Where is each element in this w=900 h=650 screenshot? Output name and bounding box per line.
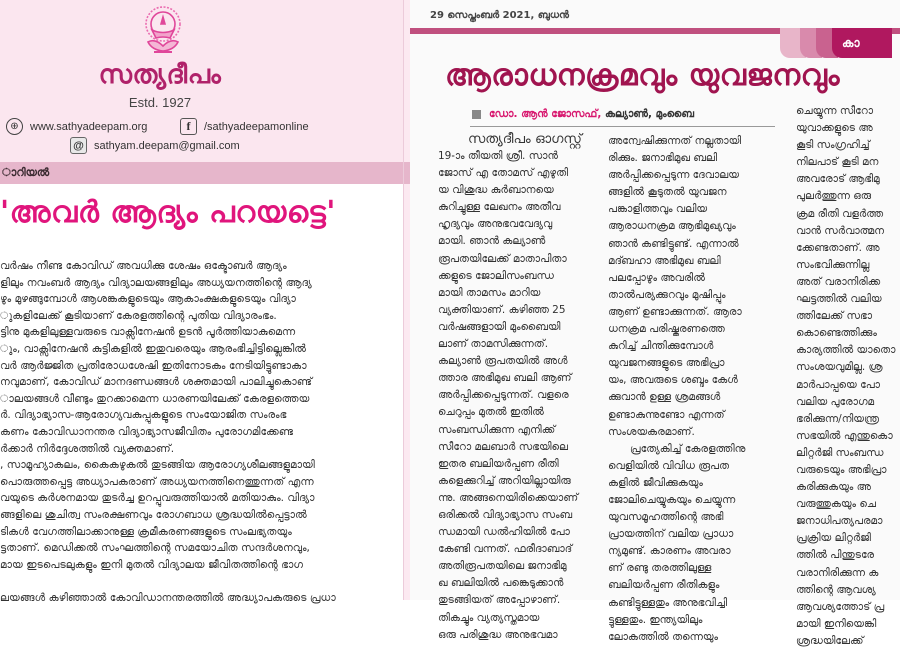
- body-line: ട്ടതാണ്. മെഡിക്കൽ സംഘത്തിന്റെ സമയോചിത സന്ദർശനവും,: [0, 542, 310, 555]
- column-line: കണ്ടിട്ടുള്ളതും അനുഭവിച്ചി: [608, 596, 728, 609]
- column-line: മായി. ഞാൻ കല്യാൺ: [438, 235, 546, 248]
- column-line: ഭരിക്കുന്ന/നിയന്ത്ര: [796, 412, 880, 425]
- column-line: കൊണ്ടെത്തിക്കും: [796, 327, 877, 340]
- body-line: മായ ഇടപെടലുകളും ഇനി മുതൽ വിദ്യാലയ ജീവിതത്തിന്റെ ഭാഗ: [0, 558, 304, 571]
- column-line: സംബന്ധിക്കുന്ന എനിക്ക്: [438, 423, 556, 436]
- column-line: കളിൽ ജീവിക്കുകയും: [608, 476, 703, 489]
- column-line: ത്തിന്റെ ആവശ്യ: [796, 583, 876, 596]
- column-line: കരിക്കുകയും അ: [796, 481, 871, 494]
- body-line: ാലയങ്ങൾ വീണ്ടും തുറക്കാമെന്ന ധാരണയിലേക്ക് കേരളത്തെയ: [0, 392, 310, 405]
- globe-icon: ⊕: [6, 118, 23, 135]
- column-line: അത് വരാനിരിക്ക: [796, 275, 881, 288]
- column-line: വാൻ സർവാത്മന: [796, 224, 884, 237]
- section-label-editorial: ാറിയൽ: [0, 162, 403, 184]
- column-line: ചെറുപ്പം മുതൽ ഇതിൽ: [438, 406, 544, 419]
- column-line: പുലർത്തുന്ന ഒരു: [796, 190, 872, 203]
- section-tab-active: കാ: [832, 28, 892, 58]
- column-line: കളെക്കുറിച്ച് അറിയില്ലായിരു: [438, 474, 571, 487]
- column-line: പലപ്പോഴും അവരിൽ: [608, 271, 705, 284]
- column-line: ആരാധനക്രമ ആഭിമുഖ്യവും: [608, 220, 736, 233]
- column-lead: സത്യദീപം ഓഗസ്റ്റ്: [468, 131, 582, 147]
- column-line: അന്വേഷിക്കുന്നത് നല്ലതായി: [608, 135, 742, 147]
- body-line: പൊരുത്തപ്പെട്ട അധ്യാപകരാണ് അധ്യയനത്തിനെത്തുന്നത് എന്ന: [0, 475, 314, 488]
- facebook-icon: f: [180, 118, 197, 135]
- email-text: sathyam.deepam@gmail.com: [94, 139, 240, 152]
- byline-rule: [470, 126, 775, 127]
- body-line: ർക്കാർ നിർദ്ദേശത്തിൽ വ്യക്തമാണ്.: [0, 442, 175, 455]
- column-line: ഉണ്ടാകുന്നുണ്ടോ എന്നത്: [608, 408, 725, 421]
- column-line: താൽപര്യക്കുറവും മുഷിപ്പും: [608, 288, 726, 301]
- column-line: വ്യക്തിയാണ്. കഴിഞ്ഞ 25: [438, 303, 566, 316]
- column-line: ജോലിചെയ്യുകയും ചെയ്യുന്ന: [608, 493, 736, 506]
- column-line: ണ് രണ്ടു തരത്തിലുള്ള: [608, 562, 712, 575]
- section-tabs: [780, 28, 892, 58]
- issue-date: 29 സെപ്തംബർ 2021, ബുധൻ: [430, 10, 569, 21]
- column-line: രിക്കും. ജനാഭിമുഖ ബലി: [608, 152, 718, 165]
- column-line: കല്യാൺ രൂപതയിൽ അൾ: [438, 355, 568, 368]
- column-line: ശ്രദ്ധയിലേക്ക്: [796, 634, 864, 647]
- body-line: ും, വാക്സിനേഷൻ കുട്ടികളിൽ ഇതുവരെയും ആരംഭിച്ചിട്ടില്ലെങ്കിൽ: [0, 342, 307, 355]
- body-line: ങ്ങളിലെ ശുചിത്വ സംരക്ഷണവും രോഗബാധ ശ്രദ്ധയിൽപ്പെട്ടാൽ: [0, 508, 307, 521]
- column-line: വരാനിരിക്കുന്ന ക: [796, 566, 879, 579]
- body-line: [0, 573, 400, 590]
- column-line: കേണ്ടി വന്നത്. ഫരീദാബാദ്: [438, 543, 573, 556]
- column-line: 19-ാം തീയതി ശ്രീ. സാൻ: [438, 150, 558, 162]
- column-line: അർപ്പിക്കപ്പെടുന്നത്. വളരെ: [438, 389, 569, 402]
- column-line: യുവസമൂഹത്തിന്റെ അഭി: [608, 511, 724, 524]
- website-link[interactable]: [6, 118, 147, 135]
- body-line: വർഷം നീണ്ട കോവിഡ് അവധിക്കു ശേഷം ഒക്ടോബർ ആദ്യം: [0, 260, 287, 272]
- column-paragraph-lead: പ്രത്യേകിച്ച് കേരളത്തിനു: [630, 442, 746, 455]
- column-line: അർപ്പിക്കപ്പെടുന്ന ദേവാലയ: [608, 169, 740, 182]
- column-line: യുവജനങ്ങളുടെ അഭിപ്രാ: [608, 357, 725, 370]
- column-line: ഒരിക്കൽ വിദ്യാഭ്യാസ സംബ: [438, 508, 573, 521]
- right-page-article: [410, 0, 900, 647]
- article-column-2: [608, 133, 780, 646]
- column-line: ക്കളുടെ ജോലിസംബന്ധ: [438, 269, 554, 282]
- column-line: വരുത്തുകയും ചെ: [796, 498, 876, 511]
- column-line: കൂടി സംഗ്രഹിച്ച്: [796, 139, 870, 152]
- column-line: ചെയ്യുന്ന സീറോ: [796, 105, 874, 117]
- column-line: സംഭവിക്കുന്നില്ല: [796, 258, 870, 271]
- column-line: ന്ധമായി ഡൽഹിയിൽ പോ: [438, 526, 570, 539]
- column-line: ന്യമുണ്ട്. കാരണം അവരാ: [608, 545, 731, 558]
- body-line: ളിലും നവംബർ ആദ്യം വിദ്യാലയങ്ങളിലും അധ്യയനത്തിന്റെ ആദ്യ: [0, 276, 312, 289]
- column-line: കാര്യത്തിൽ യാതൊ: [796, 344, 896, 357]
- column-line: ഖ ബലിയിൽ പങ്കെടുക്കാൻ: [438, 577, 564, 590]
- facebook-text: /sathyadeepamonline: [204, 120, 309, 133]
- column-line: മായി ഇനിയെങ്കി: [796, 617, 877, 630]
- column-line: ഹൃദ്യവും അനുഭവവേദ്യവു: [438, 218, 553, 231]
- body-line: ഴും മുഴങ്ങുമ്പോൾ ആശങ്കകളുടെയും ആകാംക്ഷകളുടെയും വിദ്യാ: [0, 293, 296, 306]
- column-line: കുറിച്ചുള്ള ലേഖനം അതീവ: [438, 201, 561, 214]
- facebook-link[interactable]: [180, 118, 309, 135]
- column-line: രൂപതയിലേക്ക് മാതാപിതാ: [438, 252, 567, 265]
- column-line: ആവശ്യത്തോട് പ്ര: [796, 600, 885, 613]
- editorial-body: [0, 258, 400, 606]
- column-line: ത്താര അഭിമുഖ ബലി ആണ്: [438, 372, 572, 385]
- body-line: ർ. വിദ്യാഭ്യാസ-ആരോഗ്യവകുപ്പുകളുടെ സംയോജിത സംരംഭ: [0, 409, 287, 422]
- column-line: പങ്കാളിത്തവും വലിയ: [608, 203, 708, 216]
- column-line: നിലപാട് കൂടി മന: [796, 156, 879, 169]
- column-line: യം, അവരുടെ ശബ്ദം കേൾ: [608, 374, 738, 387]
- editorial-title: 'അവർ ആദ്യം പറയട്ടെ': [0, 195, 336, 230]
- body-line: ട്ടിനു മുകളിലുള്ളവരുടെ വാക്സിനേഷൻ ഉടൻ പൂർത്തിയാകുമെന്ന: [0, 326, 296, 339]
- column-line: മദ്ബഹാ അഭിമുഖ ബലി: [608, 254, 721, 267]
- column-line: വലിയ പുരോഗമ: [796, 395, 875, 408]
- byline: [472, 108, 694, 121]
- established-year: Estd. 1927: [128, 95, 192, 110]
- column-line: മായി താമസം മാറിയ: [438, 286, 541, 299]
- column-line: തുടങ്ങിയത് അപ്പോഴാണ്.: [438, 594, 561, 607]
- column-line: ലിറ്റർജി സംബന്ധ: [796, 446, 884, 459]
- column-line: അതിരൂപതയിലെ ജനാഭിമു: [438, 560, 567, 573]
- article-title: ആരാധനക്രമവും യുവജനവും: [445, 58, 840, 93]
- email-at-icon: @: [70, 137, 87, 154]
- body-line: നവുമാണ്, കോവിഡ് മാനദണ്ഡങ്ങൾ ശക്തമായി പാലിച്ചുകൊണ്ട്: [0, 376, 313, 389]
- website-text: www.sathyadeepam.org: [30, 120, 148, 133]
- column-line: ലാണ് താമസിക്കുന്നത്.: [438, 338, 549, 351]
- column-line: ങ്ങളിൽ കൂടുതൽ യുവജന: [608, 186, 727, 199]
- column-line: അവരോട് ആഭിമു: [796, 173, 880, 186]
- column-line: കുറിച്ച് ചിന്തിക്കുമ്പോൾ: [608, 340, 714, 353]
- body-line: , സാമൂഹ്യാകലം, കൈകഴുകൽ തുടങ്ങിയ ആരോഗ്യശീലങ്ങളുമായി: [0, 459, 315, 472]
- body-line: ടികൾ വേഗത്തിലാക്കാനുള്ള ക്രമീകരണങ്ങളുടെ സംലഭ്യതയും: [0, 525, 292, 538]
- column-line: ക്രമ രീതി വളർത്ത: [796, 207, 884, 220]
- page-gutter: [403, 0, 410, 600]
- column-line: ക്കുവാൻ ഉള്ള ശ്രമങ്ങൾ: [608, 391, 721, 404]
- column-line: ബലിയർപ്പണ രീതികളും: [608, 579, 720, 592]
- left-page-editorial: [0, 0, 403, 604]
- body-line: ുകളിലേക്ക് കൂടിയാണ് കേരളത്തിന്റെ പുതിയ വിദ്യാരംഭം.: [0, 309, 277, 322]
- column-line: യുവാക്കളുടെ അ: [796, 122, 873, 135]
- column-line: ഒരു പരിശുദ്ധ അനുഭവമാ: [438, 628, 558, 641]
- column-line: ജനാധിപത്യപരമാ: [796, 515, 883, 528]
- column-line: ധനക്രമ പരിഷ്കരണത്തെ: [608, 323, 725, 336]
- column-line: പ്രക്രിയ ലിറ്റർജി: [796, 532, 871, 545]
- column-line: ഞാൻ കണ്ടിട്ടുണ്ട്. എന്നാൽ: [608, 237, 739, 250]
- column-line: യ വിശുദ്ധ കുർബാനയെ: [438, 184, 554, 197]
- byline-author: ഡോ. ആൻ ജോസഫ്,: [489, 108, 602, 120]
- column-line: സംശയകരമാണ്.: [608, 425, 695, 438]
- body-line: ലയങ്ങൾ കഴിഞ്ഞാൽ കോവിഡാനന്തരത്തിൽ അദ്ധ്യാപകരുടെ പ്രധാ: [0, 591, 336, 604]
- column-line: സംശയവുമില്ല. ശ്ര: [796, 361, 883, 374]
- column-line: ക്കേണ്ടതാണ്. അ: [796, 241, 880, 254]
- column-line: ആണ് ഉണ്ടാക്കുന്നത്. ആരാ: [608, 305, 742, 318]
- column-line: വർഷങ്ങളായി മുംബൈയി: [438, 320, 561, 333]
- brand-name: സത്യദീപം: [98, 60, 222, 90]
- body-line: കണം കോവിഡാനന്തര വിദ്യാഭ്യാസജീവിതം പുരോഗമിക്കേണ്ട: [0, 425, 294, 438]
- body-line: വർ ആർജ്ജിത പ്രതിരോധശേഷി ഇതിനോടകം നേടിയിട്ടുണ്ടാകാ: [0, 359, 307, 372]
- column-line: തികച്ചും വ്യത്യസ്തമായ: [438, 611, 540, 624]
- masthead: [0, 0, 403, 162]
- column-line: പ്രായത്തിന് വലിയ പ്രാധാ: [608, 528, 734, 541]
- column-line: സഭയിൽ എന്തുകൊ: [796, 429, 893, 442]
- column-line: ലോകത്തിൽ തന്നെയും: [608, 630, 718, 643]
- email-link[interactable]: [70, 137, 240, 154]
- article-column-1: [438, 130, 610, 644]
- byline-place: കല്യാൺ, മുംബൈ: [605, 108, 694, 120]
- column-line: ഇതര ബലിയർപ്പണ രീതി: [438, 457, 559, 470]
- column-line: വെളിയിൽ വിവിധ രൂപത: [608, 459, 730, 472]
- lamp-lotus-emblem-icon: [140, 2, 186, 60]
- column-line: ജോസ് എ തോമസ് എഴുതി: [438, 167, 568, 180]
- column-line: ത്തിൽ പിന്തുടരേ: [796, 549, 875, 562]
- column-line: ഘട്ടത്തിൽ വലിയ: [796, 293, 882, 306]
- body-line: വയുടെ കർശനമായ തുടർച്ച ഉറപ്പുവരുത്തിയാൽ മതിയാകും. വിദ്യാ: [0, 492, 315, 505]
- article-column-3: [796, 103, 900, 650]
- column-line: വരുടെയും അഭിപ്രാ: [796, 463, 887, 476]
- column-line: ത്തിലേക്ക് സഭാ: [796, 310, 873, 323]
- byline-square-icon: [472, 110, 481, 119]
- column-line: ന്നു. അങ്ങനെയിരിക്കെയാണ്: [438, 491, 579, 504]
- column-line: സീറോ മലബാർ സഭയിലെ: [438, 440, 569, 453]
- column-line: മാർപാപ്പയെ പോ: [796, 378, 880, 391]
- column-line: ട്ടുള്ളതും. ഇന്ത്യയിലും: [608, 613, 703, 626]
